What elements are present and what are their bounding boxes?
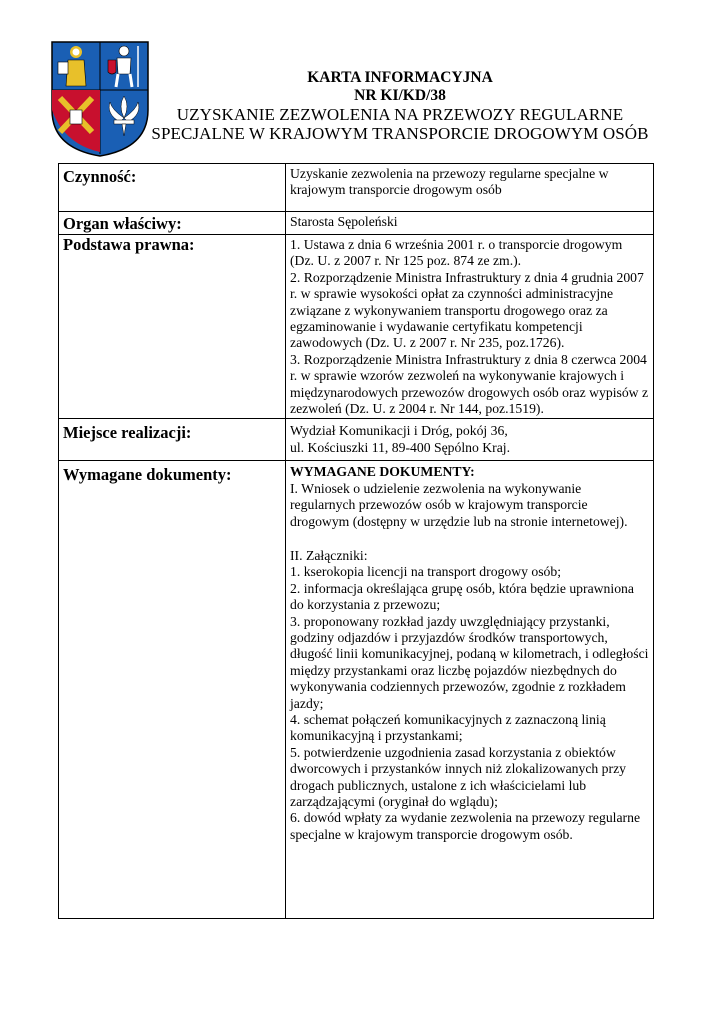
attachments-title: II. Załączniki: [290, 547, 368, 563]
document-header [150, 69, 650, 143]
location-line-2: ul. Kościuszki 11, 89-400 Sępólno Kraj. [290, 439, 510, 455]
application-form-text: I. Wniosek o udzielenie zezwolenia na wykonywanie regularnych przewozów osób w krajowym transporcie drogowym (dostępny w urzędzie lub na stronie internetowej). [290, 480, 628, 529]
value-miejsce [286, 419, 654, 461]
document-subtitle-line-2: SPECJALNE W KRAJOWYM TRANSPORCIE DROGOWYM OSÓB [151, 124, 649, 143]
legal-basis-item: 1. Ustawa z dnia 6 września 2001 r. o transporcie drogowym (Dz. U. z 2007 r. Nr 125 poz. 874 ze zm.). [290, 237, 623, 269]
documents-heading: WYMAGANE DOKUMENTY: [290, 464, 475, 480]
document-title: KARTA INFORMACYJNA [307, 69, 493, 86]
attachment-item: 3. proponowany rozkład jazdy uwzględniający przystanki, godziny odjazdów i przyjazdów środków transportowych, długość linii komunikacyjnej, podaną w kilometrach, i odległości między przystankami oraz liczbę pojazdów niezbędnych do wykonywania codziennych przewozów, zgodnie z rozkładem jazdy; [290, 613, 649, 711]
row-podstawa [59, 235, 654, 419]
row-organ [59, 212, 654, 235]
legal-basis-item: 2. Rozporządzenie Ministra Infrastruktury z dnia 4 grudnia 2007 r. w sprawie wysokości opłat za czynności administracyjne związane z wykonywaniem transportu drogowego oraz za egzaminowanie i wydawanie certyfikatu kompetencji zawodowych (Dz. U. z 2007 r. Nr 235, poz.1726). [290, 269, 644, 351]
coat-of-arms-crest [50, 40, 150, 158]
value-dokumenty [286, 461, 654, 919]
row-miejsce [59, 419, 654, 461]
value-organ: Starosta Sępoleński [286, 212, 654, 235]
info-table [58, 163, 654, 919]
attachment-item: 2. informacja określająca grupę osób, która będzie uprawniona do korzystania z przewozu; [290, 580, 634, 613]
attachment-item: 1. kserokopia licencji na transport drogowy osób; [290, 564, 562, 580]
label-podstawa: Podstawa prawna: [59, 235, 286, 419]
label-organ: Organ właściwy: [59, 212, 286, 235]
document-subtitle-line-1: UZYSKANIE ZEZWOLENIA NA PRZEWOZY REGULARNE [176, 105, 624, 124]
attachment-item: 6. dowód wpłaty za wydanie zezwolenia na przewozy regularne specjalne w krajowym transporcie drogowym osób. [290, 810, 641, 842]
attachment-item: 4. schemat połączeń komunikacyjnych z zaznaczoną linią komunikacyjną i przystankami; [290, 711, 606, 744]
value-podstawa [286, 235, 654, 419]
row-czynnosc [59, 164, 654, 212]
label-czynnosc: Czynność: [59, 164, 286, 212]
row-dokumenty [59, 461, 654, 919]
legal-basis-item: 3. Rozporządzenie Ministra Infrastruktury z dnia 8 czerwca 2004 r. w sprawie wzorów zezwoleń na wykonywanie krajowych i międzynarodowych przewozów drogowych osób oraz wypisów z zezwoleń (Dz. U. z 2004 r. Nr 144, poz.1519). [290, 351, 649, 417]
label-dokumenty: Wymagane dokumenty: [59, 461, 286, 919]
attachment-item: 5. potwierdzenie uzgodnienia zasad korzystania z obiektów dworcowych i przystanków innych niż zlokalizowanych przy drogach publicznych, ustalone z ich właścicielami lub zarządzającymi (oryginał do wglądu); [290, 744, 626, 809]
label-miejsce: Miejsce realizacji: [59, 419, 286, 461]
value-czynnosc: Uzyskanie zezwolenia na przewozy regularne specjalne w krajowym transporcie drogowym osób [286, 164, 654, 212]
location-line-1: Wydział Komunikacji i Dróg, pokój 36, [290, 423, 508, 439]
document-number: NR KI/KD/38 [354, 87, 446, 104]
